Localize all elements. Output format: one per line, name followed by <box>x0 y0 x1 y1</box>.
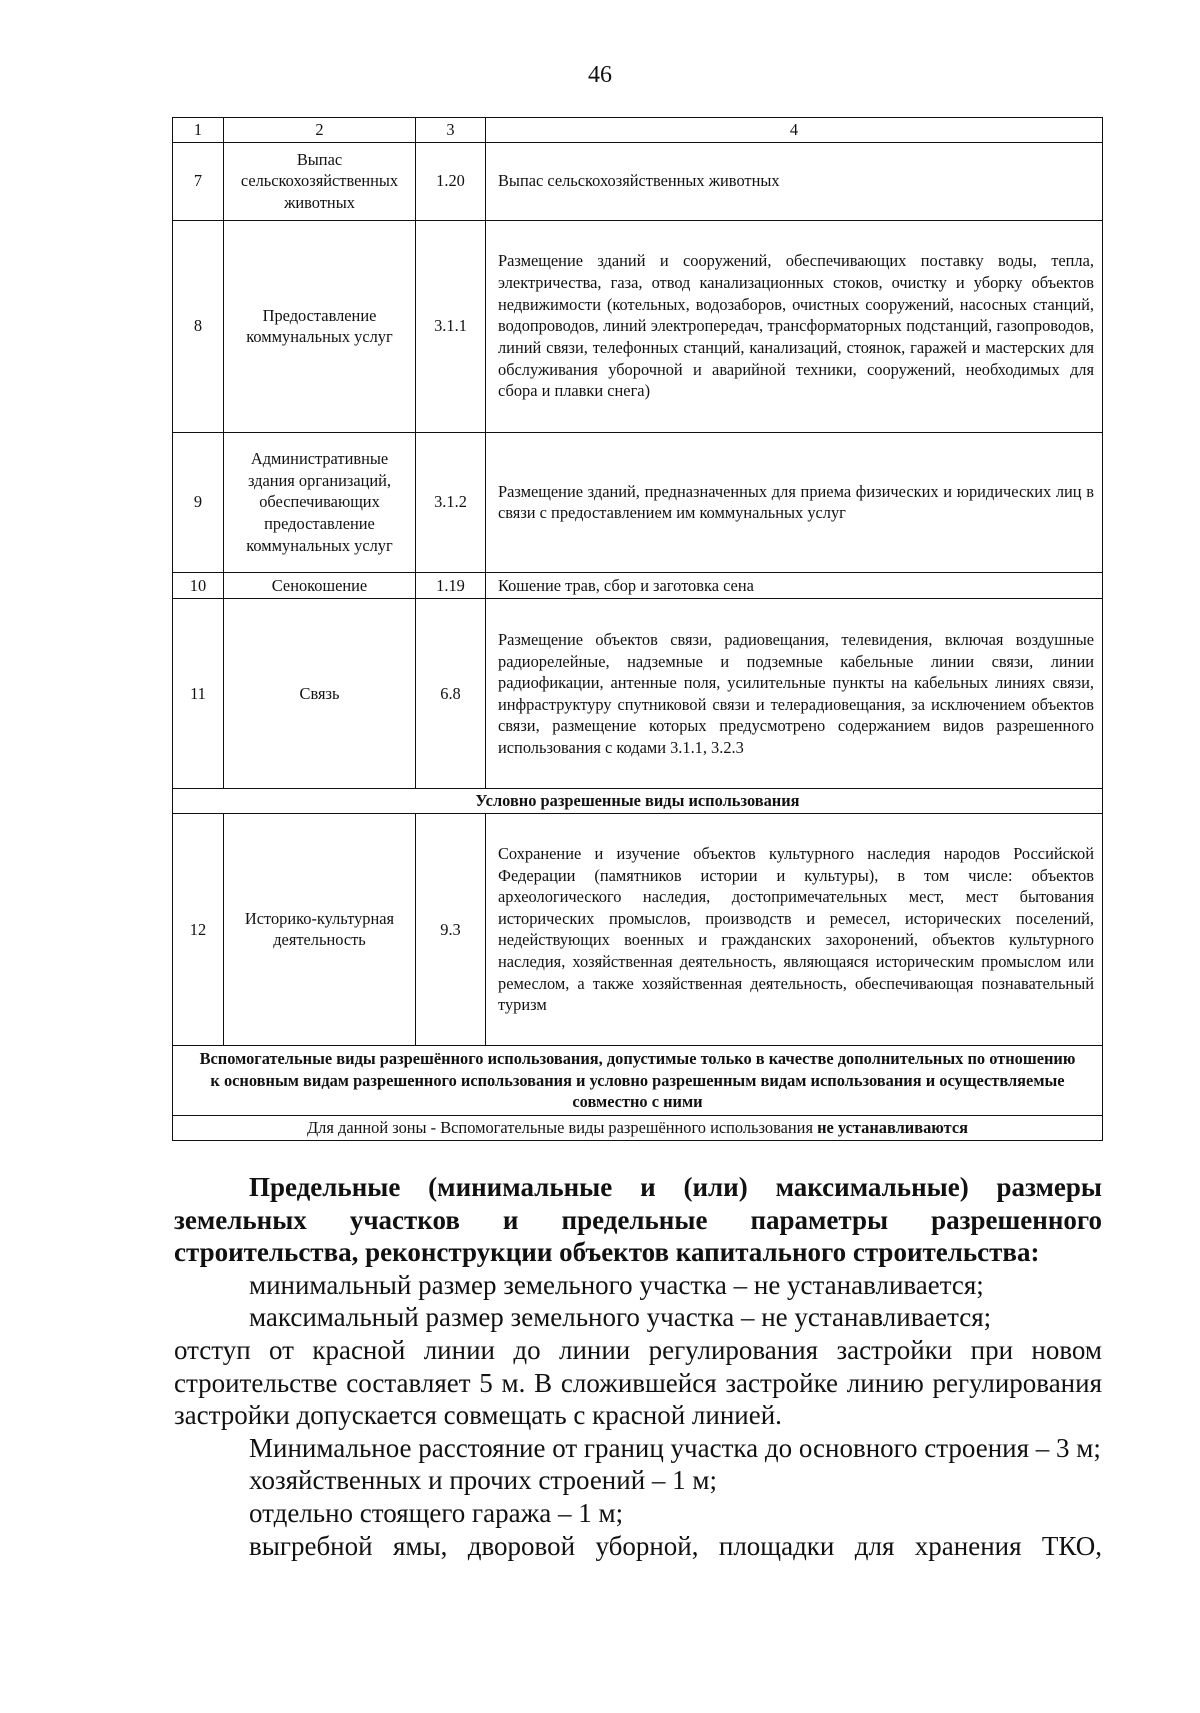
use-name: Связь <box>224 599 416 789</box>
use-code: 1.20 <box>416 142 486 220</box>
auxiliary-section-title: Вспомогательные виды разрешённого использования, допустимые только в качестве дополнительных по отношению к основным видам разрешенного использования и условно разрешенным видам использования и осуществляемые совместно с ними <box>173 1045 1103 1115</box>
row-number: 12 <box>173 813 224 1045</box>
header-cell: 1 <box>173 118 224 143</box>
section-row <box>173 1045 1103 1115</box>
use-code: 3.1.1 <box>416 220 486 432</box>
use-description: Размещение зданий, предназначенных для приема физических и юридических лиц в связи с предоставлением им коммунальных услуг <box>486 432 1103 572</box>
page-number: 46 <box>588 62 612 88</box>
table-row <box>173 813 1103 1045</box>
use-code: 1.19 <box>416 572 486 599</box>
auxiliary-note <box>173 1115 1103 1140</box>
use-code: 9.3 <box>416 813 486 1045</box>
header-cell: 3 <box>416 118 486 143</box>
table-row <box>173 142 1103 220</box>
paragraph: максимальный размер земельного участка – не устанавливается; <box>249 1302 992 1333</box>
use-name: Выпас сельскохозяйственных животных <box>224 142 416 220</box>
header-cell: 2 <box>224 118 416 143</box>
use-code: 3.1.2 <box>416 432 486 572</box>
row-number: 9 <box>173 432 224 572</box>
paragraph: Минимальное расстояние от границ участка до основного строения – 3 м; <box>249 1432 1101 1463</box>
use-description: Сохранение и изучение объектов культурного наследия народов Российской Федерации (памятников истории и культуры), в том числе: объектов археологического наследия, достопримечательных мест, мест бытования исторических промыслов, производств и ремесел, исторических поселений, недействующих военных и гражданских захоронений, объектов культурного наследия, хозяйственная деятельность, являющаяся историческим промыслом или ремеслом, а также хозяйственная деятельность, обеспечивающая познавательный туризм <box>486 813 1103 1045</box>
use-name: Административные здания организаций, обеспечивающих предоставление коммунальных услуг <box>224 432 416 572</box>
table-row <box>173 599 1103 789</box>
use-name: Предоставление коммунальных услуг <box>224 220 416 432</box>
parameters-text <box>174 1171 1102 1562</box>
paragraph: минимальный размер земельного участка – не устанавливается; <box>249 1269 984 1300</box>
table-row <box>173 572 1103 599</box>
section-row <box>173 1115 1103 1140</box>
permitted-use-table <box>172 117 1103 1141</box>
use-description: Выпас сельскохозяйственных животных <box>486 142 1103 220</box>
paragraph: выгребной ямы, дворовой уборной, площадки для хранения ТКО, <box>249 1530 1102 1561</box>
auxiliary-note-prefix: Для данной зоны - Вспомогательные виды разрешённого использования <box>306 1117 818 1137</box>
row-number: 10 <box>173 572 224 599</box>
auxiliary-note-bold: не устанавливаются <box>817 1117 968 1137</box>
conditional-section-title: Условно разрешенные виды использования <box>173 789 1103 814</box>
use-code: 6.8 <box>416 599 486 789</box>
parameters-heading: Предельные (минимальные и (или) максимальные) размеры земельных участков и предельные параметры разрешенного строительства, реконструкции объектов капитального строительства: <box>174 1172 1102 1268</box>
use-name: Историко-культурная деятельность <box>224 813 416 1045</box>
use-description: Кошение трав, сбор и заготовка сена <box>486 572 1103 599</box>
use-description: Размещение объектов связи, радиовещания, телевидения, включая воздушные радиорелейные, надземные и подземные кабельные линии связи, линии радиофикации, антенные поля, усилительные пункты на кабельных линиях связи, инфраструктуру спутниковой связи и телерадиовещания, за исключением объектов связи, размещение которых предусмотрено содержанием видов разрешенного использования с кодами 3.1.1, 3.2.3 <box>486 599 1103 789</box>
use-description: Размещение зданий и сооружений, обеспечивающих поставку воды, тепла, электричества, газа, отвод канализационных стоков, очистку и уборку объектов недвижимости (котельных, водозаборов, очистных сооружений, насосных станций, водопроводов, линий электропередач, трансформаторных подстанций, газопроводов, линий связи, телефонных станций, канализаций, стоянок, гаражей и мастерских для обслуживания уборочной и аварийной техники, сооружений, необходимых для сбора и плавки снега) <box>486 220 1103 432</box>
section-row <box>173 789 1103 814</box>
paragraph: хозяйственных и прочих строений – 1 м; <box>249 1465 717 1496</box>
paragraph: отдельно стоящего гаража – 1 м; <box>249 1497 624 1528</box>
row-number: 7 <box>173 142 224 220</box>
paragraph: отступ от красной линии до линии регулирования застройки при новом строительстве составляет 5 м. В сложившейся застройке линию регулирования застройки допускается совмещать с красной линией. <box>174 1334 1102 1431</box>
row-number: 11 <box>173 599 224 789</box>
table-row <box>173 220 1103 432</box>
use-name: Сенокошение <box>224 572 416 599</box>
table-header-row <box>173 118 1103 143</box>
row-number: 8 <box>173 220 224 432</box>
table-row <box>173 432 1103 572</box>
header-cell: 4 <box>486 118 1103 143</box>
